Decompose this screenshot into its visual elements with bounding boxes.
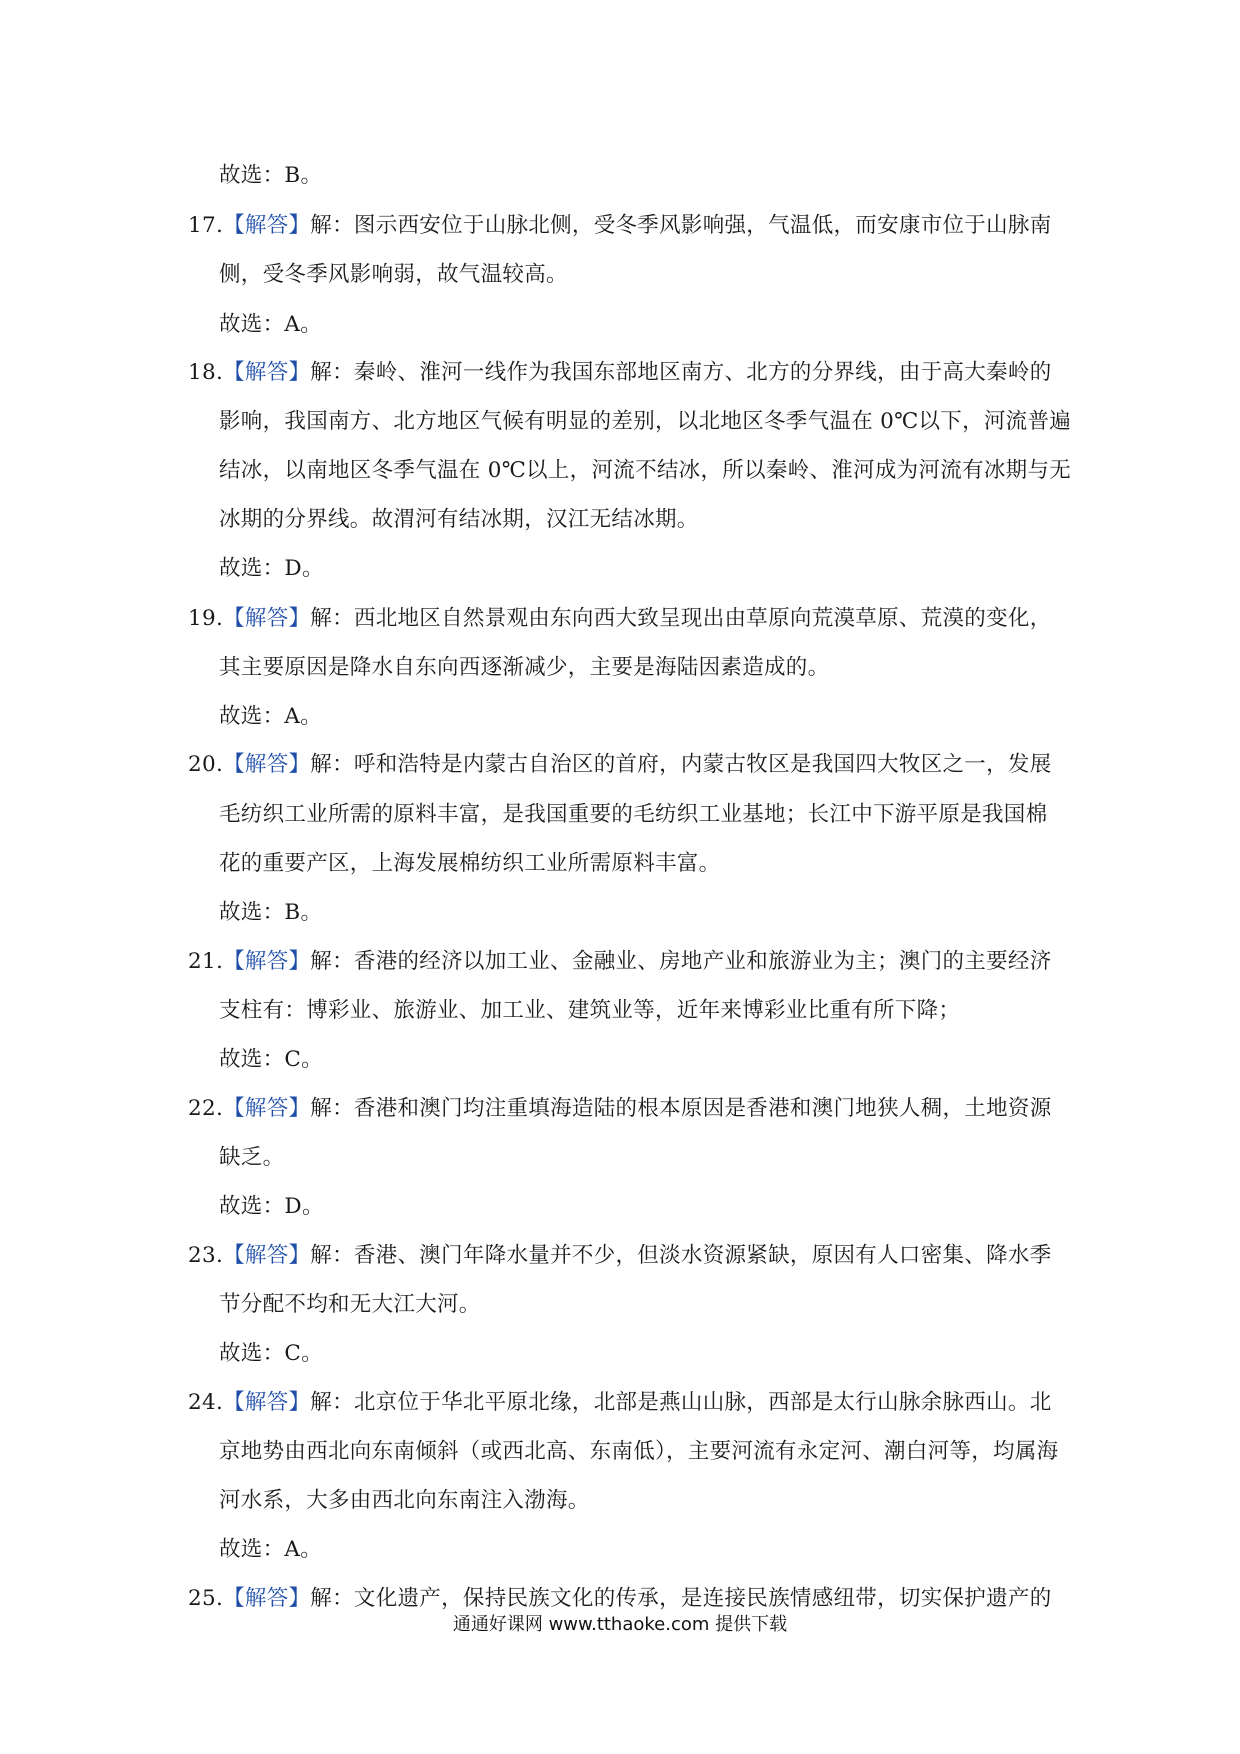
question-20 [188, 750, 1052, 780]
answer-text: 支柱有：博彩业、旅游业、加工业、建筑业等，近年来博彩业比重有所下降； [219, 998, 961, 1023]
answer-choice: 故选：B。 [219, 900, 323, 925]
question-17 [188, 211, 1052, 241]
answer-text: 结冰，以南地区冬季气温在 0℃以上，河流不结冰，所以秦岭、淮河成为河流有冰期与无 [219, 458, 1072, 483]
answer-choice: 故选：A。 [219, 1537, 323, 1562]
answer-tag: 【解答】 [223, 1096, 311, 1121]
question-number: 22. [188, 1096, 224, 1121]
answer-text: 解：西北地区自然景观由东向西大致呈现出由草原向荒漠草原、荒漠的变化， [310, 606, 1052, 631]
answer-tag: 【解答】 [223, 213, 311, 238]
answer-text: 缺乏。 [219, 1145, 285, 1170]
answer-text: 其主要原因是降水自东向西逐渐减少，主要是海陆因素造成的。 [219, 655, 830, 680]
question-23 [188, 1241, 1052, 1271]
answer-text: 解：呼和浩特是内蒙古自治区的首府，内蒙古牧区是我国四大牧区之一，发展 [310, 752, 1052, 777]
question-number: 17. [188, 213, 224, 238]
answer-choice: 故选：D。 [219, 1194, 324, 1219]
answer-tag: 【解答】 [223, 1243, 311, 1268]
answer-text: 解：图示西安位于山脉北侧，受冬季风影响强，气温低，而安康市位于山脉南 [310, 213, 1052, 238]
answer-tag: 【解答】 [223, 606, 311, 631]
answer-text: 花的重要产区，上海发展棉纺织工业所需原料丰富。 [219, 851, 721, 876]
answer-choice: 故选：B。 [219, 163, 323, 188]
question-25 [188, 1584, 1052, 1614]
question-24 [188, 1388, 1052, 1418]
answer-text: 解：香港的经济以加工业、金融业、房地产业和旅游业为主；澳门的主要经济 [310, 949, 1052, 974]
answer-text: 侧，受冬季风影响弱，故气温较高。 [219, 262, 568, 287]
question-number: 19. [188, 606, 224, 631]
answer-choice: 故选：C。 [219, 1047, 323, 1072]
question-number: 18. [188, 360, 224, 385]
answer-text: 解：北京位于华北平原北缘，北部是燕山山脉，西部是太行山脉余脉西山。北 [310, 1390, 1052, 1415]
question-22 [188, 1094, 1052, 1124]
answer-text: 京地势由西北向东南倾斜（或西北高、东南低），主要河流有永定河、潮白河等，均属海 [219, 1439, 1059, 1464]
question-number: 25. [188, 1586, 224, 1611]
question-19 [188, 604, 1052, 634]
page-footer: 通通好课网 www.tthaoke.com 提供下载 [452, 1614, 788, 1635]
question-number: 21. [188, 949, 224, 974]
question-21 [188, 947, 1052, 977]
answer-tag: 【解答】 [223, 360, 311, 385]
question-18 [188, 358, 1052, 388]
question-number: 24. [188, 1390, 224, 1415]
question-number: 23. [188, 1243, 224, 1268]
answer-text: 节分配不均和无大江大河。 [219, 1292, 481, 1317]
question-number: 20. [188, 752, 224, 777]
answer-choice: 故选：D。 [219, 556, 324, 581]
answer-text: 毛纺织工业所需的原料丰富，是我国重要的毛纺织工业基地；长江中下游平原是我国棉 [219, 802, 1048, 827]
answer-tag: 【解答】 [223, 1390, 311, 1415]
answer-text: 冰期的分界线。故渭河有结冰期，汉江无结冰期。 [219, 507, 699, 532]
answer-text: 影响，我国南方、北方地区气候有明显的差别，以北地区冬季气温在 0℃以下，河流普遍 [219, 409, 1072, 434]
answer-tag: 【解答】 [223, 752, 311, 777]
answer-text: 解：文化遗产，保持民族文化的传承，是连接民族情感纽带，切实保护遗产的 [310, 1586, 1052, 1611]
answer-tag: 【解答】 [223, 949, 311, 974]
answer-text: 河水系，大多由西北向东南注入渤海。 [219, 1488, 590, 1513]
answer-choice: 故选：A。 [219, 312, 323, 337]
answer-tag: 【解答】 [223, 1586, 311, 1611]
answer-text: 解：香港和澳门均注重填海造陆的根本原因是香港和澳门地狭人稠，土地资源 [310, 1096, 1052, 1121]
answer-choice: 故选：C。 [219, 1341, 323, 1366]
answer-text: 解：香港、澳门年降水量并不少，但淡水资源紧缺，原因有人口密集、降水季 [310, 1243, 1052, 1268]
answer-choice: 故选：A。 [219, 704, 323, 729]
answer-text: 解：秦岭、淮河一线作为我国东部地区南方、北方的分界线，由于高大秦岭的 [310, 360, 1052, 385]
